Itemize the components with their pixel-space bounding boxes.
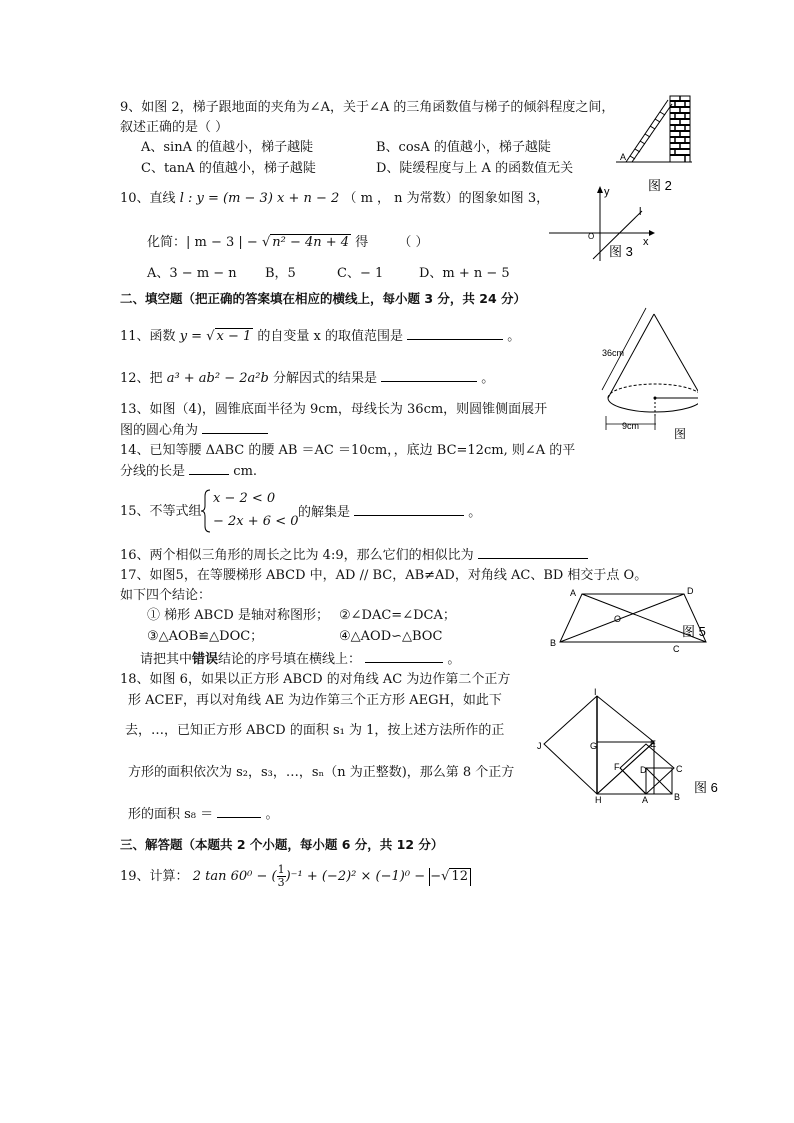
q19-term-2: )⁻¹ + (−2)² × (−1)⁰ −: [285, 869, 426, 884]
point-j-label: J: [537, 741, 542, 751]
q11-post: 的自变量 x 的取值范围是: [257, 329, 404, 344]
point-e-label: E: [650, 739, 657, 749]
q17-trapezoid-figure: [546, 584, 716, 654]
radius-label: 9cm: [622, 421, 640, 431]
q9-stem-line2: 叙述正确的是（ ）: [120, 120, 229, 135]
q19-pre: 19、计算：: [120, 869, 189, 884]
q13-cone-figure: [598, 306, 698, 442]
point-o-label: O: [614, 614, 622, 624]
q10-option-b: B，5: [265, 266, 296, 281]
origin-label: O: [588, 232, 595, 241]
q14-line1: 14、已知等腰 ΔABC 的腰 AB ＝AC ＝10cm，，底边 BC=12cm, 则∠A 的平: [120, 443, 576, 458]
q9-stem-line1: 9、如图 2，梯子跟地面的夹角为∠A，关于∠A 的三角函数值与梯子的倾斜程度之间，: [120, 100, 615, 115]
q17-line5-end: 。: [447, 652, 461, 667]
q19-fraction-numerator: 1: [277, 863, 285, 876]
point-a-label: A: [620, 152, 627, 162]
q11-end: 。: [507, 329, 521, 344]
fig2-caption: 图 2: [648, 178, 672, 193]
fig6-caption: 图 6: [694, 780, 718, 795]
q15-tail: [298, 503, 481, 522]
q9-option-a: A、sinA 的值越小，梯子越陡: [141, 140, 314, 155]
q17-line2: 如下四个结论：: [120, 588, 212, 603]
q14-line2: [120, 462, 257, 481]
q12: [120, 369, 494, 388]
q16-answer-blank[interactable]: [478, 546, 588, 559]
cone-base-front: [608, 398, 698, 412]
q10-stem-post: （ m ， n 为常数）的图象如图 3，: [343, 191, 550, 206]
x-axis-label: x: [643, 236, 649, 248]
q10-option-d: D、m + n − 5: [419, 266, 510, 281]
q15-post: 的解集是: [298, 505, 351, 520]
q14-line2-post: cm.: [233, 464, 258, 479]
fig5-caption: 图 5: [682, 624, 706, 639]
fig3-caption: 图 3: [609, 244, 633, 259]
q13-line2: [120, 421, 268, 440]
q13-answer-blank[interactable]: [202, 421, 268, 434]
point-b-label: B: [550, 638, 557, 648]
q14-line2-pre: 分线的长是: [120, 464, 186, 479]
q10-simplify: 化简：| m − 3 | − √ n² − 4n + 4 得 （ ）: [147, 235, 429, 250]
y-axis-arrow-icon: [597, 186, 603, 193]
point-g-label: G: [590, 741, 598, 751]
q9-option-b: B、cosA 的值越小，梯子越陡: [376, 140, 551, 155]
q19-fraction: [277, 864, 286, 889]
q18-line5-pre: 形的面积 s₈ ＝: [128, 807, 214, 822]
q10-sqrt-expr: n² − 4n + 4: [272, 235, 350, 250]
q17-line1: 17、如图5，在等腰梯形 ABCD 中，AD // BC，AB≠AD，对角线 AC、BD 相交于点 O。: [120, 568, 648, 583]
q18-line4: 方形的面积依次为 s₂，s₃，…，sₙ（n 为正整数)，那么第 8 个正方: [128, 765, 515, 780]
q17-conclusion-2: ②∠DAC=∠DCA；: [339, 608, 456, 623]
point-i-label: I: [594, 687, 597, 697]
point-c-label: C: [673, 644, 680, 654]
q18-line1: 18、如图 6，如果以正方形 ABCD 的对角线 AC 为边作第二个正方: [120, 672, 511, 687]
q17-answer-blank[interactable]: [365, 650, 443, 663]
q14-answer-blank[interactable]: [189, 462, 229, 475]
q10-option-c: C、− 1: [337, 266, 384, 281]
q13-line1: 13、如图（4)，圆锥底面半径为 9cm，母线长为 36cm，则圆锥侧面展开: [120, 402, 548, 417]
point-a-label: A: [570, 588, 577, 598]
q17-line5-pre: 请把其中: [140, 652, 193, 667]
q12-post: 分解因式的结果是: [272, 371, 377, 386]
q18-line5-end: 。: [265, 807, 279, 822]
q10-answer-paren: （ ）: [398, 235, 429, 250]
q17-line5: [140, 650, 460, 669]
q15-end: 。: [468, 505, 482, 520]
slant-length-label: 36cm: [602, 348, 625, 358]
q10-equation: l : y = (m − 3) x + n − 2: [179, 191, 340, 206]
q10-simplify-pre: 化简：| m − 3 | −: [147, 235, 258, 250]
system-brace-icon: [200, 488, 212, 534]
q16: [120, 546, 588, 565]
q17-conclusion-3: ③△AOB≌△DOC；: [147, 629, 264, 644]
q9-ladder-figure: [612, 92, 694, 194]
q11-func: y =: [179, 329, 207, 344]
q19-sqrt: 12: [451, 869, 468, 884]
section-2-heading: 二、填空题（把正确的答案填在相应的横线上，每小题 3 分，共 24 分）: [120, 291, 527, 306]
q19-fraction-denominator: 3: [277, 876, 285, 889]
q12-pre: 12、把: [120, 371, 163, 386]
point-b-label: B: [674, 792, 681, 802]
q17-line5-post: 结论的序号填在横线上：: [218, 652, 362, 667]
q10-stem: [120, 190, 549, 208]
cone-base-center: [654, 397, 657, 400]
q15-inequality-2: − 2x + 6 < 0: [213, 514, 299, 529]
q15-answer-blank[interactable]: [354, 503, 464, 516]
point-d-label: D: [687, 586, 694, 596]
q16-text: 16、两个相似三角形的周长之比为 4:9，那么它们的相似比为: [120, 548, 474, 563]
q19: 19、计算： 2 tan 60⁰ − ( $\frac{1}{3}$ )⁻¹ + (−2)² × (−1)⁰ − −√ 12: [120, 864, 471, 889]
q18-line3: 去，…，已知正方形 ABCD 的面积 s₁ 为 1，按上述方法所作的正: [125, 723, 505, 738]
q10-option-a: A、3 − m − n: [147, 266, 237, 281]
q17-conclusion-1: ① 梯形 ABCD 是轴对称图形；: [147, 608, 329, 623]
q15-inequality-1: x − 2 < 0: [213, 491, 276, 506]
ladder: [626, 100, 672, 162]
section-3-heading: 三、解答题（本题共 2 个小题，每小题 6 分，共 12 分）: [120, 837, 444, 852]
q10-graph-figure: [545, 183, 660, 265]
point-c-label: C: [676, 764, 683, 774]
q11-answer-blank[interactable]: [407, 327, 503, 340]
q11: 11、函数 y = √ x − 1 的自变量 x 的取值范围是 。: [120, 329, 521, 344]
point-h-label: H: [595, 795, 602, 804]
x-axis-arrow-icon: [649, 230, 655, 236]
point-a-label: A: [642, 795, 649, 804]
cone-base-back: [608, 384, 698, 398]
point-d-label: D: [640, 765, 647, 775]
line-l-label: l: [639, 206, 642, 218]
q18-squares-figure: [534, 686, 724, 804]
point-f-label: F: [614, 762, 620, 772]
q11-sqrt: x − 1: [216, 329, 252, 344]
q9-option-d: D、陡缓程度与上 A 的函数值无关: [376, 161, 574, 176]
q12-end: 。: [481, 371, 495, 386]
q10-stem-pre: 10、直线: [120, 191, 176, 206]
q15-pre: 15、不等式组: [120, 504, 202, 519]
q11-pre: 11、函数: [120, 329, 176, 344]
square-ihj: [544, 696, 657, 794]
q13-line2-pre: 图的圆心角为: [120, 423, 199, 438]
q17-conclusion-4: ④△AOD∽△BOC: [339, 629, 443, 644]
q17-line5-bold: 错误: [192, 652, 219, 667]
q19-term-1: 2 tan 60⁰ − (: [192, 869, 277, 884]
q12-answer-blank[interactable]: [381, 369, 477, 382]
brick-wall: [670, 96, 690, 162]
y-axis-label: y: [604, 186, 610, 198]
q18-answer-blank[interactable]: [217, 805, 261, 818]
q12-expression: a³ + ab² − 2a²b: [166, 371, 269, 386]
q9-option-c: C、tanA 的值越小，梯子越陡: [141, 161, 316, 176]
q10-simplify-post: 得: [355, 235, 369, 250]
q18-line5: [128, 805, 278, 824]
fig4-caption: 图: [674, 427, 687, 441]
q18-line2: 形 ACEF，再以对角线 AE 为边作第三个正方形 AEGH，如此下: [128, 693, 502, 708]
